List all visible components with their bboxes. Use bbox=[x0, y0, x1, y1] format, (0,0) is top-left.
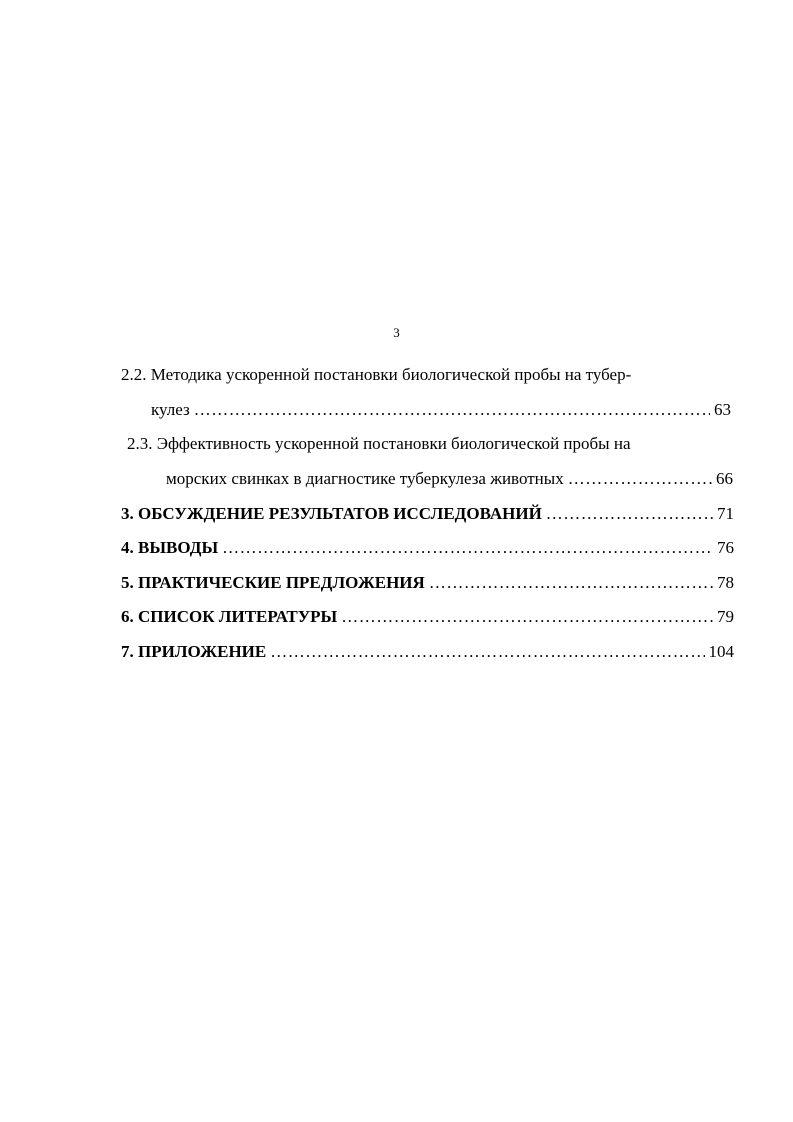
toc-entry-3 bbox=[121, 503, 734, 525]
dot-leader bbox=[546, 503, 713, 525]
dot-leader bbox=[194, 399, 710, 421]
toc-entry-title: 4. ВЫВОДЫ bbox=[121, 538, 219, 557]
toc-entry-text: кулез bbox=[151, 400, 190, 419]
toc-entry-5 bbox=[121, 572, 734, 594]
toc-entry-text: 2.3. Эффективность ускоренной постановки биологической пробы на bbox=[127, 434, 631, 453]
toc-entry-2-2-line1 bbox=[121, 364, 631, 386]
toc-page-number: 104 bbox=[708, 642, 734, 661]
toc-entry-4 bbox=[121, 537, 734, 559]
toc-page-number: 78 bbox=[717, 573, 734, 592]
toc-entry-text: морских свинках в диагностике туберкулеза животных bbox=[166, 469, 564, 488]
toc-page-number: 66 bbox=[716, 469, 733, 488]
dot-leader bbox=[568, 468, 712, 490]
toc-entry-2-3-line2 bbox=[166, 468, 733, 490]
toc-entry-title: 7. ПРИЛОЖЕНИЕ bbox=[121, 642, 267, 661]
toc-entry-title: 6. СПИСОК ЛИТЕРАТУРЫ bbox=[121, 607, 338, 626]
page-number: 3 bbox=[393, 325, 400, 340]
toc-entry-text: 2.2. Методика ускоренной постановки биологической пробы на тубер- bbox=[121, 365, 632, 384]
toc-entry-2-2-line2 bbox=[151, 399, 731, 421]
toc-entry-7 bbox=[121, 641, 734, 663]
toc-entry-title: 5. ПРАКТИЧЕСКИЕ ПРЕДЛОЖЕНИЯ bbox=[121, 573, 425, 592]
dot-leader bbox=[270, 641, 704, 663]
toc-page-number: 76 bbox=[717, 538, 734, 557]
toc-page-number: 63 bbox=[714, 400, 731, 419]
dot-leader bbox=[222, 537, 713, 559]
toc-entry-6 bbox=[121, 606, 734, 628]
toc-page-number: 71 bbox=[717, 504, 734, 523]
dot-leader bbox=[429, 572, 713, 594]
toc-entry-title: 3. ОБСУЖДЕНИЕ РЕЗУЛЬТАТОВ ИССЛЕДОВАНИЙ bbox=[121, 504, 542, 523]
toc-entry-2-3-line1 bbox=[127, 433, 631, 455]
toc-page-number: 79 bbox=[717, 607, 734, 626]
dot-leader bbox=[341, 606, 713, 628]
